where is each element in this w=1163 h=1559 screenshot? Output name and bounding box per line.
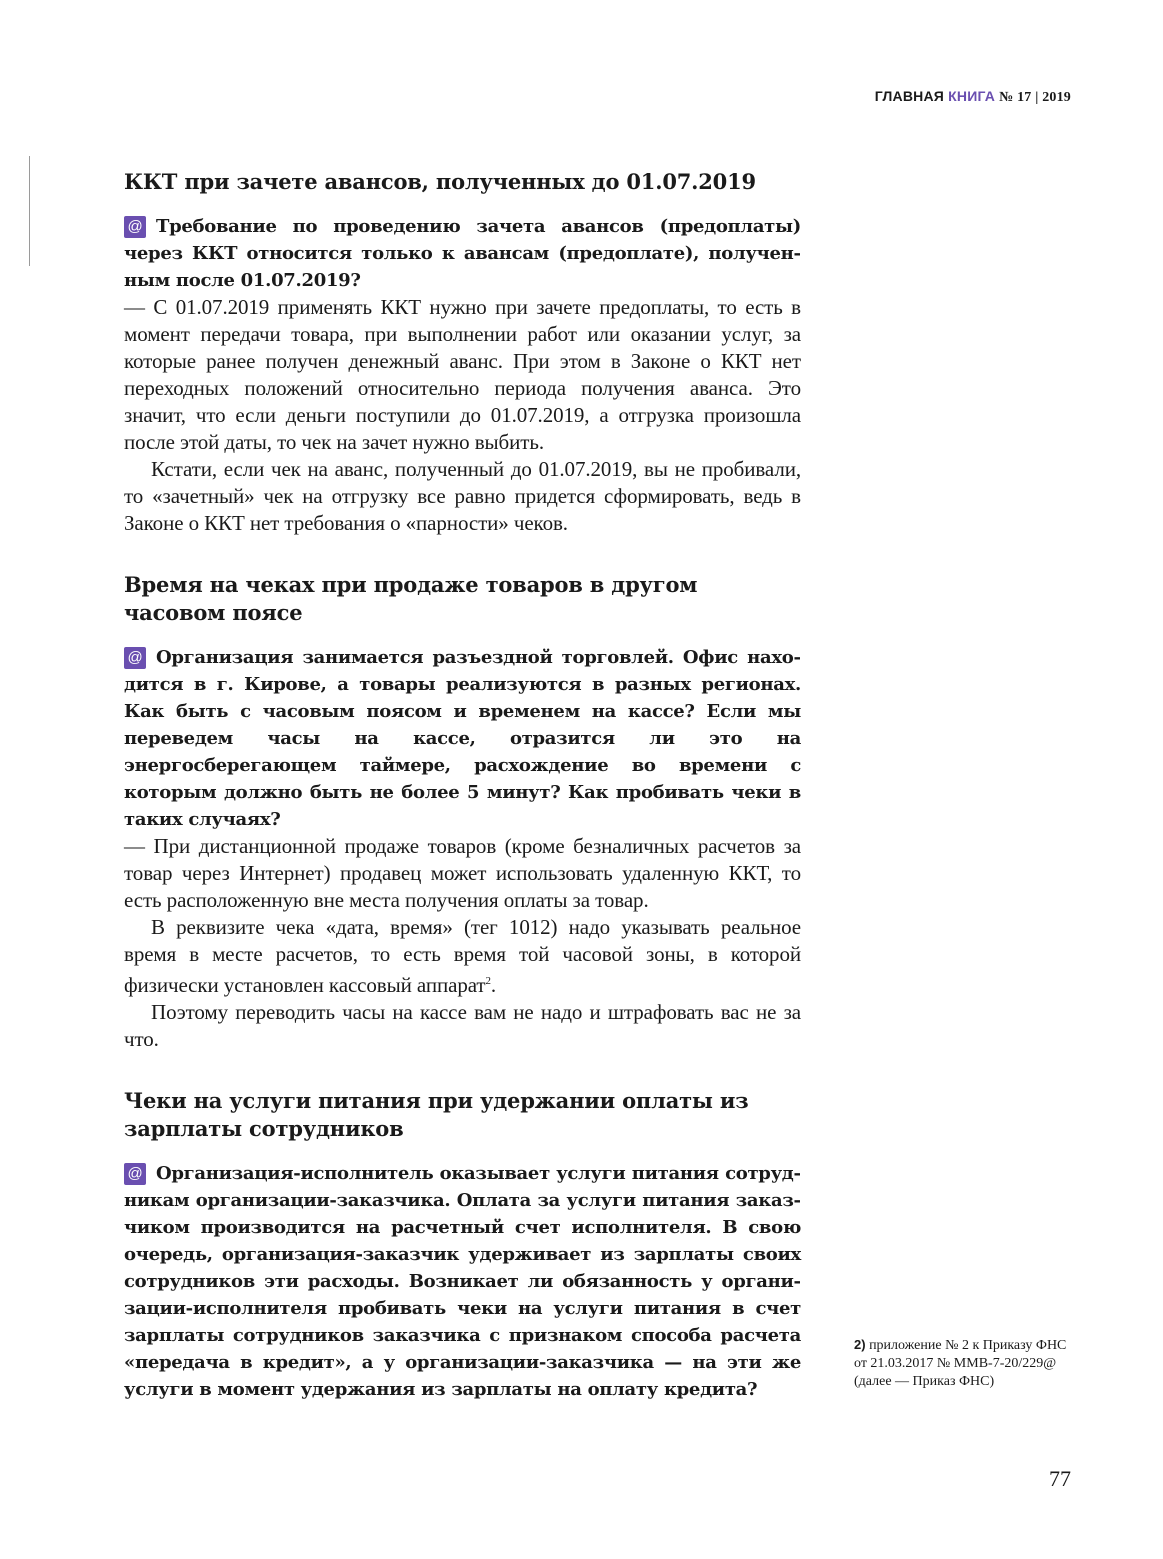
section-title: Чеки на услуги питания при удержании оплаты из зарплаты сотрудников [124, 1088, 749, 1141]
answer-paragraph: — С 01.07.2019 применять ККТ нужно при зачете предоплаты, то есть в момент передачи товара, при выполнении работ или оказании услуг, за которые ранее получен денежный аванс. При этом в Законе о ККТ нет переходных положений относительно периода получения аванса. Это значит, что если деньги поступили до 01.07.2019, а отгрузка произошла после этой даты, то чек на зачет нужно выбить. [124, 295, 801, 454]
at-icon: @ [124, 216, 146, 238]
section-title: ККТ при зачете авансов, полученных до 01.07.2019 [124, 169, 756, 194]
question-text: Организация-исполнитель оказывает услуги питания сотрудникам организации-заказчика. Оплата за услуги питания заказчиком производится на расчетный счет исполнителя. В свою очередь, организация-заказчик удерживает из зарплаты своих сотрудников эти расходы. Возникает ли обязанность у организации-исполнителя пробивать чеки на услуги питания в счет зарплаты сотрудников заказчика с признаком способа расчета «передача в кредит», а у организации-заказчика — на эти же услуги в момент удержания из зарплаты на оплату кредита? [124, 1163, 801, 1400]
section-1 [124, 168, 801, 537]
brand-word-1: ГЛАВНАЯ [874, 88, 945, 104]
at-icon: @ [124, 1163, 146, 1185]
question [124, 213, 801, 294]
section-gap [124, 1053, 801, 1087]
footnote-text: приложение № 2 к Приказу ФНС от 21.03.2017 № ММВ-7-20/229@ (далее — Приказ ФНС) [854, 1338, 1067, 1389]
page-number: 77 [1049, 1466, 1071, 1491]
brand-word-2: КНИГА [948, 88, 996, 104]
section-2 [124, 571, 801, 1053]
issue-number: № 17 | 2019 [999, 90, 1071, 105]
article-column [124, 168, 801, 1403]
footnote [854, 1336, 1074, 1391]
section-3 [124, 1087, 801, 1403]
section-gap [124, 537, 801, 571]
question-text: Требование по проведению зачета авансов (предоплаты) через ККТ относится только к авансам (предоплате), полученным после 01.07.2019? [124, 216, 801, 291]
footnote-ref[interactable]: 2 [485, 975, 491, 987]
answer-paragraph: Кстати, если чек на аванс, полученный до 01.07.2019, вы не пробивали, то «зачетный» чек на отгрузку все равно придется сформировать, ведь в Законе о ККТ нет требования о «парности» чеков. [124, 457, 801, 535]
question-text: Организация занимается разъездной торговлей. Офис находится в г. Кирове, а товары реализуются в разных регионах. Как быть с часовым поясом и временем на кассе? Если мы переведем часы на кассе, отразится ли это на энергосберегающем таймере, расхождение во времени с которым должно быть не более 5 минут? Как пробивать чеки в таких случаях? [124, 647, 801, 830]
answer-text: В реквизите чека «дата, время» (тег 1012) надо указывать реальное время в месте расчетов, то есть время той часовой зоны, в которой физически установлен кассовый аппарат [124, 915, 801, 997]
at-icon: @ [124, 647, 146, 669]
margin-rule [29, 156, 30, 266]
answer-paragraph: — При дистанционной продаже товаров (кроме безналичных расчетов за товар через Интернет) продавец может использовать удаленную ККТ, то есть расположенную вне места получения оплаты за товар. [124, 834, 801, 912]
answer-paragraph: В реквизите чека «дата, время» (тег 1012) надо указывать реальное время в месте расчетов, то есть время той часовой зоны, в которой физически установлен кассовый аппарат$^2$. [124, 915, 801, 997]
question [124, 644, 801, 833]
answer-paragraph: Поэтому переводить часы на кассе вам не надо и штрафовать вас не за что. [124, 1000, 801, 1051]
section-title: Время на чеках при продаже товаров в другом часовом поясе [124, 572, 698, 625]
running-header [875, 88, 1071, 106]
question [124, 1160, 801, 1403]
footnote-number: 2) [854, 1337, 866, 1352]
